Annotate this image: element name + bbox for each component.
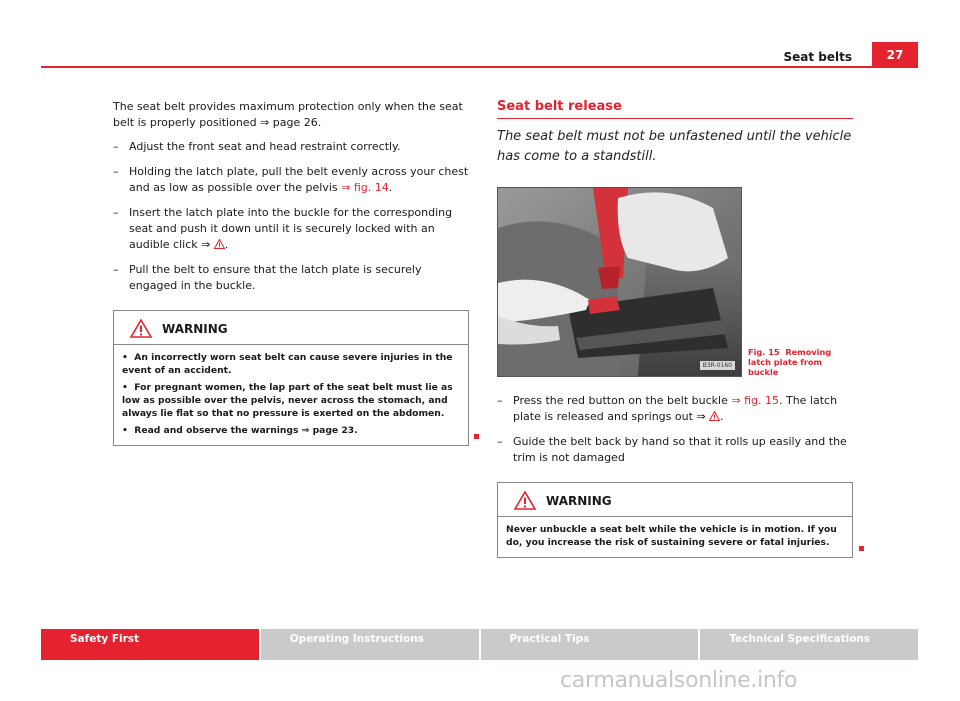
intro-paragraph: The seat belt provides maximum protection only when the seat belt is properly positioned ⇒ page 26. <box>113 100 463 129</box>
warning-body <box>114 345 468 445</box>
warning-title: WARNING <box>546 493 612 508</box>
warning-body <box>498 517 852 557</box>
warning-title: WARNING <box>162 321 228 336</box>
figure-caption: Fig. 15 Removing latch plate from buckle <box>748 347 832 377</box>
section-end-marker <box>474 434 479 439</box>
warning-header <box>498 483 852 517</box>
warning-box <box>497 482 853 558</box>
photo-illustration <box>498 188 741 376</box>
warning-triangle-icon[interactable] <box>214 239 225 249</box>
warning-item: • Read and observe the warnings ⇒ page 23. <box>122 425 358 436</box>
tab-safety-first[interactable]: Safety First <box>41 629 259 660</box>
seat-belt-release-photo <box>497 187 742 377</box>
warning-triangle-icon <box>130 319 152 338</box>
left-column <box>113 99 469 446</box>
fig-15-link[interactable]: ⇒ fig. 15 <box>731 394 779 407</box>
warning-triangle-icon[interactable] <box>709 411 720 421</box>
page-title: Seat belts <box>783 50 852 64</box>
warning-text: Never unbuckle a seat belt while the vehicle is in motion. If you do, you increase the risk of sustaining severe or fatal injuries. <box>506 524 837 548</box>
header-rule <box>41 66 918 68</box>
right-column <box>497 99 853 558</box>
fig-14-link[interactable]: ⇒ fig. 14 <box>341 181 389 194</box>
section-end-marker <box>859 546 864 551</box>
footer-tabs <box>41 629 918 660</box>
watermark: carmanualsonline.info <box>560 668 798 693</box>
warning-item: • For pregnant women, the lap part of the seat belt must lie as low as possible over the pelvis, never across the stomach, and always lie flat so that no pressure is exerted on the abdomen. <box>122 382 453 419</box>
step-item: – Insert the latch plate into the buckle for the corresponding seat and push it down until it is securely locked with an audible click ⇒ . <box>113 206 453 251</box>
step-item: – Guide the belt back by hand so that it rolls up easily and the trim is not damaged <box>497 435 847 464</box>
warning-item: • An incorrectly worn seat belt can cause severe injuries in the event of an accident. <box>122 352 453 376</box>
step-item: – Press the red button on the belt buckle ⇒ fig. 15. The latch plate is released and springs out ⇒ . <box>497 394 838 423</box>
step-item: – Pull the belt to ensure that the latch plate is securely engaged in the buckle. <box>113 263 422 292</box>
tab-practical-tips[interactable]: Practical Tips <box>481 629 699 660</box>
step-item: – Holding the latch plate, pull the belt evenly across your chest and as low as possible over the pelvis ⇒ fig. 14. <box>113 165 469 194</box>
warning-box <box>113 310 469 446</box>
section-heading: Seat belt release <box>497 99 853 119</box>
figure <box>497 187 853 377</box>
figure-code: B3R-0160 <box>700 361 735 370</box>
warning-triangle-icon <box>514 491 536 510</box>
page-number-badge: 27 <box>872 42 918 68</box>
warning-header <box>114 311 468 345</box>
tab-technical-specifications[interactable]: Technical Specifications <box>700 629 918 660</box>
step-item: – Adjust the front seat and head restraint correctly. <box>113 140 401 153</box>
tab-operating-instructions[interactable]: Operating Instructions <box>261 629 479 660</box>
section-intro: The seat belt must not be unfastened until the vehicle has come to a standstill. <box>497 129 852 164</box>
